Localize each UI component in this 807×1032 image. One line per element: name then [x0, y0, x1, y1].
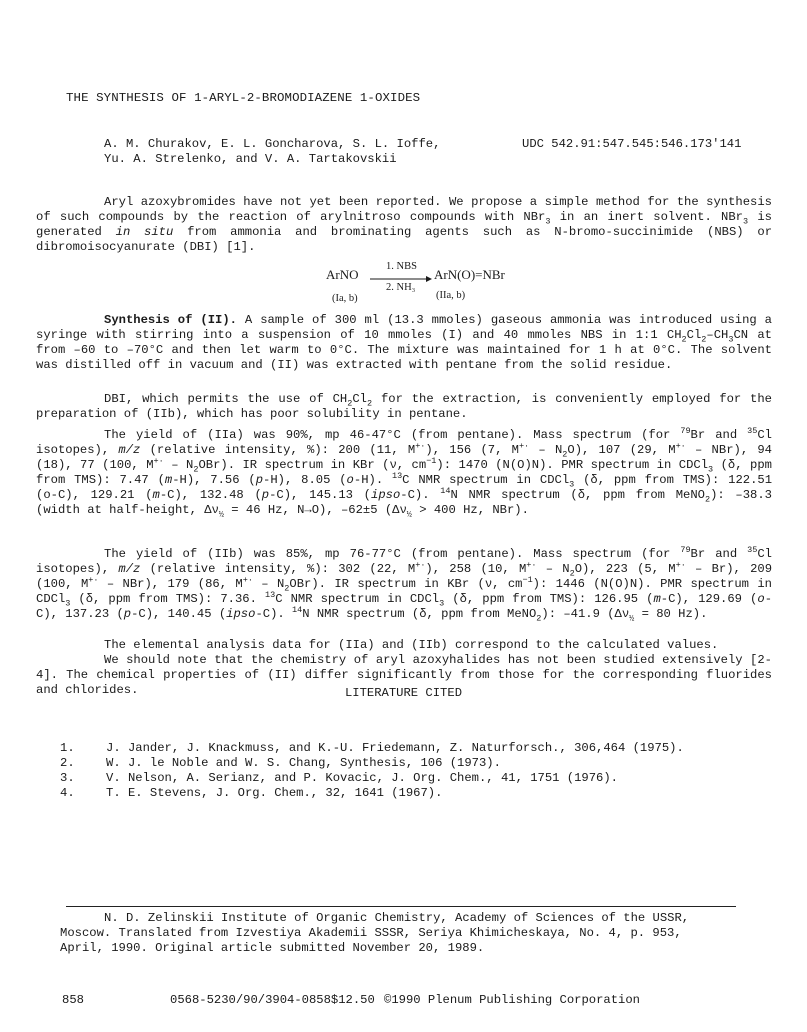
reference-item [60, 741, 684, 756]
reaction-scheme [300, 258, 560, 306]
author-list [104, 137, 524, 167]
reaction-step-1: 1. NBS [386, 261, 417, 272]
synthesis-paragraph: Synthesis of (II). A sample of 300 ml (13.3 mmoles) gaseous ammonia was introduced using a syringe with stirring into a suspension of 10 mmoles (I) and 40 mmoles NBS in 1:1 $CH_2Cl_2-CH_3CN$ at from –60 to –70°C and then let warm to 0°C. The mixture was maintained for 1 h at 0°C. The solvent was distilled off in vacuum and (II) was extracted with pentane from the solid residue. [36, 313, 772, 372]
dbi-paragraph: DBI, which permits the use of $CH_2Cl_2$ for the extraction, is conveniently employed for the preparation of (IIb), which has poor solubility in pentane. [36, 392, 772, 421]
reference-item [60, 786, 442, 801]
reference-text: T. E. Stevens, J. Org. Chem., 32, 1641 (1967). [106, 786, 443, 800]
product-label: (IIa, b) [436, 290, 466, 301]
closing-paragraph: We should note that the chemistry of aryl azoxyhalides has not been studied extensively [2-4]. The chemical properties of (II) differ significantly from those for the corresponding fluorides and chlorides. [36, 653, 772, 697]
reaction-step-2: 2. NH₃ [386, 282, 416, 293]
reference-text: V. Nelson, A. Serianz, and P. Kovacic, J. Org. Chem., 41, 1751 (1976). [106, 771, 618, 785]
footnote-line-2: Moscow. Translated from Izvestiya Akademii SSSR, Seriya Khimicheskaya, No. 4, p. 953, [60, 926, 682, 940]
literature-heading: LITERATURE CITED [344, 686, 463, 700]
affiliation-footnote [60, 911, 760, 956]
page-number: 858 [62, 993, 84, 1007]
reference-number: 4. [60, 786, 75, 800]
intro-paragraph: Aryl azoxybromides have not yet been reported. We propose a simple method for the synthesis of such compounds by the reaction of arylnitroso compounds with NBr$_3$ in an inert solvent. NBr$_3$ is generated in situ from ammonia and brominating agents such as N-bromo-succinimide (NBS) or dibromoisocyanurate (DBI) [1]. [36, 195, 773, 254]
authors-line-1: A. M. Churakov, E. L. Goncharova, S. L. Ioffe, [104, 137, 441, 151]
reference-item [60, 756, 501, 771]
compound-iib-data: The yield of (IIb) was 85%, mp 76-77°C (from pentane). Mass spectrum (for $^{79}$Br and $^{35}$Cl isotopes), m/z (relative intensity, %): 302 (22, M+·), 258 (10, $M^{+\cdot} - N_2O$), 223 (5, M+· – Br), 209 (100, M+· – NBr), 179 (86, $M^{+\cdot} - N_2OBr$). IR spectrum in KBr (ν, $cm^{-1}$): 1446 (N(O)N). PMR spectrum in CDCl$_3$ (δ, ppm from TMS): 7.36. $^{13}$C NMR spectrum in CDCl$_3$ (δ, ppm from TMS): 126.95 (m-C), 129.69 (o-C), 137.23 (p-C), 140.45 (ipso-C). $^{14}$N NMR spectrum (δ, ppm from MeNO$_2$): –41.9 ($\Delta\nu_{\frac{1}{2}} = 80$ Hz). [36, 544, 773, 624]
product-formula: ArN(O)=NBr [434, 267, 505, 282]
article-code: 0568-5230/90/3904-0858$12.50 [170, 993, 375, 1007]
article-title: THE SYNTHESIS OF 1-ARYL-2-BROMODIAZENE 1-OXIDES [66, 91, 421, 105]
udc-code: UDC 542.91:547.545:546.173'141 [522, 137, 742, 151]
reference-text: W. J. le Noble and W. S. Chang, Synthesis, 106 (1973). [106, 756, 501, 770]
reactant-label: (Ia, b) [332, 293, 358, 304]
footnote-line-1: N. D. Zelinskii Institute of Organic Chemistry, Academy of Sciences of the USSR, [104, 911, 690, 925]
reference-number: 2. [60, 756, 75, 770]
reactant-formula: ArNO [326, 267, 359, 282]
authors-line-2: Yu. A. Strelenko, and V. A. Tartakovskii [104, 152, 397, 166]
reference-number: 3. [60, 771, 75, 785]
copyright-notice: ©1990 Plenum Publishing Corporation [384, 993, 640, 1007]
reference-text: J. Jander, J. Knackmuss, and K.-U. Friedemann, Z. Naturforsch., 306,464 (1975). [106, 741, 684, 755]
footnote-divider [66, 906, 736, 907]
compound-iia-data: The yield of (IIa) was 90%, mp 46-47°C (from pentane). Mass spectrum (for $^{79}$Br and $^{35}$Cl isotopes), m/z (relative intensity, %): 200 (11, M+·), 156 (7, $M^{+\cdot} - N_2O$), 107 (29, M+· – NBr), 94 (18), 77 (100, $M^{+\cdot} - N_2OBr$). IR spectrum in KBr (ν, $cm^{-1}$): 1470 (N(O)N). PMR spectrum in CDCl$_3$ (δ, ppm from TMS): 7.47 (m-H), 7.56 (p-H), 8.05 (o-H). $^{13}$C NMR spectrum in CDCl$_3$ (δ, ppm from TMS): 122.51 (o-C), 129.21 (m-C), 132.48 (p-C), 145.13 (ipso-C). $^{14}$N NMR spectrum (δ, ppm from MeNO$_2$): –38.3 (width at half-height, $\Delta\nu_{\frac{1}{2}} = 46$ Hz, N→O), –62±5 ($\Delta\nu_{\frac{1}{2}} > 400$ Hz, NBr). [36, 425, 773, 520]
elemental-analysis-paragraph: The elemental analysis data for (IIa) and (IIb) correspond to the calculated values. [104, 638, 719, 652]
reference-item [60, 771, 618, 786]
footnote-line-3: April, 1990. Original article submitted November 20, 1989. [60, 941, 485, 955]
reference-number: 1. [60, 741, 75, 755]
